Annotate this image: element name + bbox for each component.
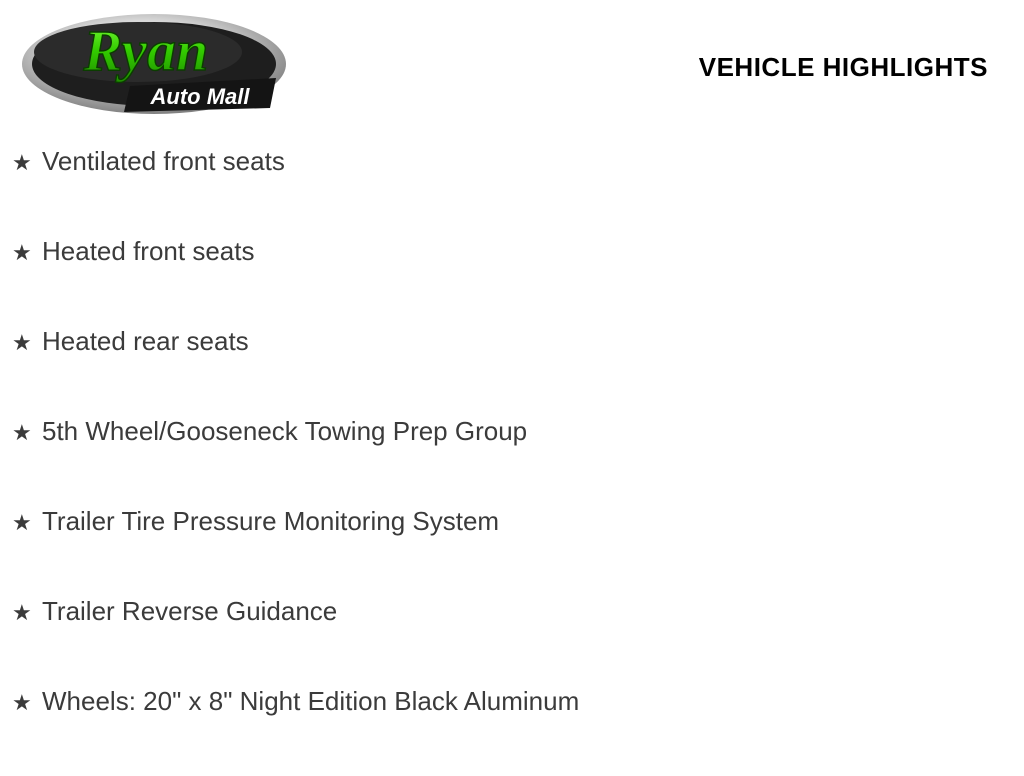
list-item xyxy=(0,326,1024,416)
svg-text:Ryan: Ryan xyxy=(83,18,209,83)
star-icon: ★ xyxy=(12,510,32,535)
star-icon: ★ xyxy=(12,420,32,445)
page-title: VEHICLE HIGHLIGHTS xyxy=(698,52,988,82)
list-item-label: Trailer Tire Pressure Monitoring System xyxy=(42,506,500,536)
star-icon: ★ xyxy=(12,330,32,355)
star-icon: ★ xyxy=(12,690,32,715)
document-header xyxy=(0,0,1024,130)
list-item-label: 5th Wheel/Gooseneck Towing Prep Group xyxy=(42,416,528,446)
svg-text:Auto Mall: Auto Mall xyxy=(150,84,250,109)
list-item-label: Trailer Reverse Guidance xyxy=(42,596,338,626)
list-item-label: Ventilated front seats xyxy=(42,146,285,176)
star-icon: ★ xyxy=(12,600,32,625)
list-item xyxy=(0,146,1024,236)
list-item xyxy=(0,596,1024,686)
star-icon: ★ xyxy=(12,240,32,265)
ryan-auto-mall-logo xyxy=(18,8,290,120)
vehicle-highlights-list xyxy=(0,146,1024,776)
list-item xyxy=(0,236,1024,326)
list-item-label: Wheels: 20" x 8" Night Edition Black Aluminum xyxy=(42,686,580,716)
list-item-label: Heated front seats xyxy=(42,236,255,266)
star-icon: ★ xyxy=(12,150,32,175)
list-item xyxy=(0,686,1024,776)
list-item-label: Heated rear seats xyxy=(42,326,249,356)
list-item xyxy=(0,416,1024,506)
list-item xyxy=(0,506,1024,596)
